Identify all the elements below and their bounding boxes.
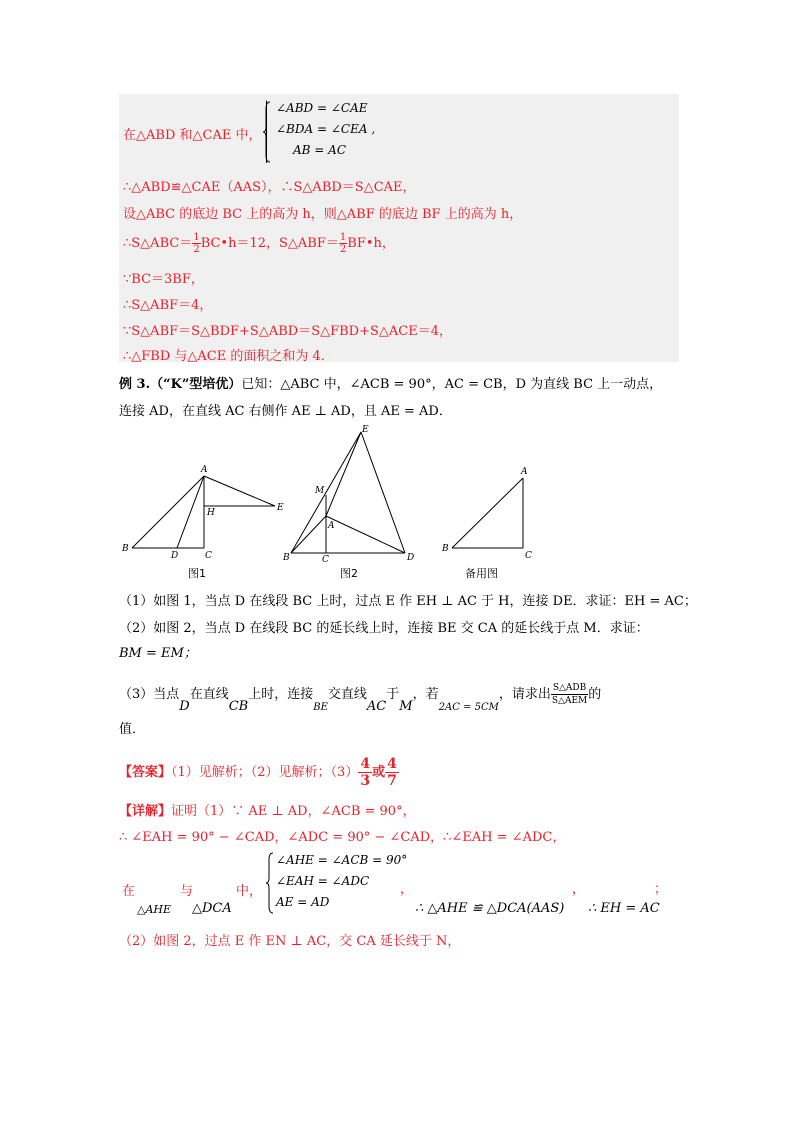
detail-line-2: ∴ ∠EAH = 90° − ∠CAD，∠ADC = 90° − ∠CAD，∴∠EAH = ∠ADC， <box>119 830 566 845</box>
fig2-caption: 图2 <box>340 567 358 580</box>
example-3-line-2: 连接 AD，在直线 AC 右侧作 AE ⊥ AD，且 AE = AD． <box>119 404 452 419</box>
example-title: 例 3.（“K”型培优） <box>119 377 242 392</box>
detail-semicolon: ； <box>654 882 668 897</box>
fig1-label-d: D <box>171 551 179 561</box>
fig2-label-b: B <box>283 553 290 563</box>
detail-tri-2: △DCA <box>192 901 232 916</box>
shaded-line-8: ∴△FBD 与△ACE 的面积之和为 4． <box>123 349 334 364</box>
fig2-label-a: A <box>328 521 335 531</box>
fig3-label-a: A <box>521 467 528 477</box>
detail-yu: 与 <box>180 884 194 899</box>
shaded-line-4: ∴S△ABC＝ $\frac{1}{2}$ BC•h＝12，S△ABF＝ $\frac{1}{2}$ BF•h， <box>123 232 395 255</box>
answer-line: 【答案】（1）见解析；（2）见解析；（3） $\frac{4}{3}$ 或 $\frac{4}{7}$ <box>119 756 397 789</box>
detail-conclusion-2: ∴ EH = AC <box>588 901 660 916</box>
question-3: （3）当点D在直线CB上时，连接$_{BE}$交直线AC于M，若$_{2AC = 5CM}$，请求出 $\frac{\text{S△ADB}}{\text{S△AEM}}$ 的 <box>119 683 602 714</box>
detail-zhong: 中， <box>236 884 263 899</box>
fig2-label-m: M <box>315 486 325 496</box>
system-1-row-3: AB = AC <box>293 143 347 157</box>
fig1-label-c: C <box>205 551 212 561</box>
system-2-row-3: AE = AD <box>276 895 330 909</box>
detail-comma-2: ， <box>572 882 586 897</box>
fig1-label-e: E <box>277 503 284 513</box>
question-3-cont: 值． <box>119 722 146 737</box>
question-1: （1）如图 1，当点 D 在线段 BC 上时，过点 E 作 EH ⊥ AC 于 H，连接 DE．求证：EH = AC； <box>119 594 697 609</box>
question-2: （2）如图 2，当点 D 在线段 BC 的延长线上时，连接 BE 交 CA 的延长线于点 M．求证： <box>119 621 649 636</box>
figure-2 <box>282 425 414 565</box>
question-2-cont: BM = EM； <box>119 646 197 661</box>
system-1-row-2: ∠BDA = ∠CEA , <box>276 122 376 136</box>
shaded-line-3: 设△ABC 的底边 BC 上的高为 h，则△ABF 的底边 BF 上的高为 h， <box>123 207 523 222</box>
system-brace-1 <box>266 100 275 163</box>
system-2 <box>276 850 407 913</box>
fig2-label-c: C <box>322 555 329 565</box>
shaded-line-1: 在△ABD 和△CAE 中， <box>123 128 262 143</box>
system-1 <box>276 98 375 161</box>
detail-line-1: 【详解】证明（1）∵ AE ⊥ AD，∠ACB = 90°， <box>119 804 416 819</box>
system-2-row-1: ∠AHE = ∠ACB = 90° <box>276 853 408 867</box>
fig1-label-a: A <box>201 465 208 475</box>
shaded-line-5: ∵BC＝3BF， <box>123 272 204 287</box>
shaded-line-7: ∵S△ABF＝S△BDF+S△ABD＝S△FBD+S△ACE＝4， <box>123 324 452 339</box>
figures-svg <box>115 420 695 585</box>
detail-comma-1: ， <box>400 882 414 897</box>
fig2-label-d: D <box>407 553 415 563</box>
system-1-row-1: ∠ABD = ∠CAE <box>276 101 368 115</box>
fig3-label-b: B <box>442 544 449 554</box>
fig1-label-b: B <box>122 544 129 554</box>
detail-zai: 在 <box>122 884 136 899</box>
figure-3 <box>441 467 532 561</box>
detail-tri-1: △AHE <box>137 903 172 916</box>
system-brace-2 <box>266 852 274 914</box>
fig1-label-h: H <box>207 508 215 518</box>
detail-line-5: （2）如图 2，过点 E 作 EN ⊥ AC，交 CA 延长线于 N， <box>119 934 461 949</box>
shaded-line-6: ∴S△ABF＝4， <box>123 298 213 313</box>
fig3-caption: 备用图 <box>465 567 498 580</box>
detail-conclusion-1: ∴ △AHE ≌ △DCA(AAS) <box>415 901 565 916</box>
figure-1 <box>121 465 284 561</box>
fig3-label-c: C <box>525 551 532 561</box>
system-2-row-2: ∠EAH = ∠ADC <box>276 874 370 888</box>
example-3-line-1: 例 3.（“K”型培优）已知：△ABC 中，∠ACB = 90°，AC = CB，D 为直线 BC 上一动点， <box>119 377 663 392</box>
shaded-line-2: ∴△ABD≌△CAE（AAS），∴S△ABD＝S△CAE， <box>123 180 416 195</box>
fig1-caption: 图1 <box>188 567 206 580</box>
fig2-label-e: E <box>362 425 369 435</box>
